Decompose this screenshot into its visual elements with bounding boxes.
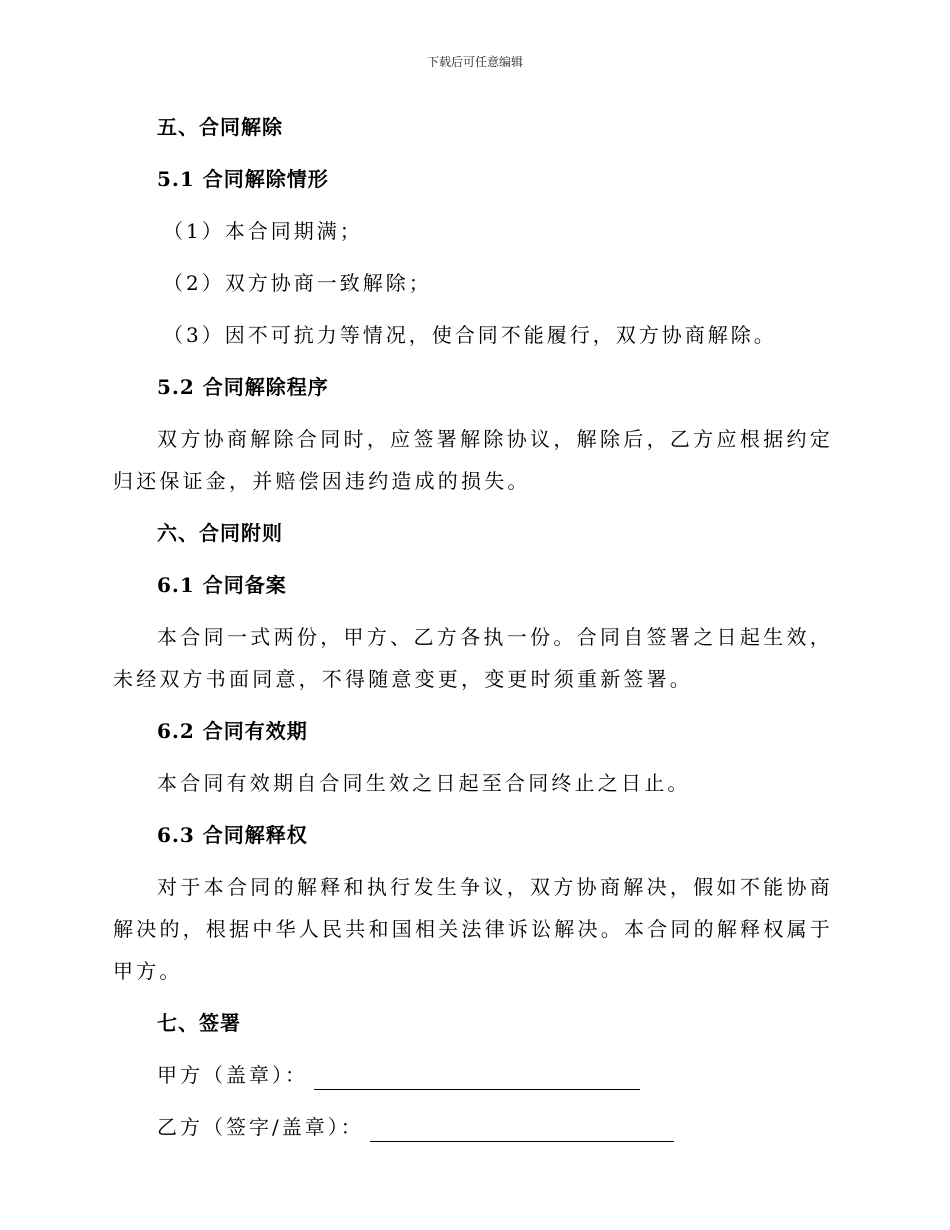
section-6-1-title: 6.1 合同备案 [157,573,287,597]
section-6-2-paragraph: 本合同有效期自合同生效之日起至合同终止之日止。 [157,771,691,795]
section-5-1-item-1: （1）本合同期满； [163,219,363,243]
party-a-signature-field[interactable] [314,1065,640,1090]
section-6-2-title: 6.2 合同有效期 [157,719,308,743]
party-a-signature-row [113,1060,833,1090]
section-5-title: 五、合同解除 [157,115,283,139]
section-6-3-paragraph: 对于本合同的解释和执行发生争议，双方协商解决，假如不能协商解决的，根据中华人民共和国相关法律诉讼解决。本合同的解释权属于甲方。 [113,875,833,983]
section-7-title: 七、签署 [157,1011,241,1035]
section-5-2-paragraph: 双方协商解除合同时，应签署解除协议，解除后，乙方应根据约定归还保证金，并赔偿因违约造成的损失。 [113,427,833,493]
party-b-signature-row [113,1112,833,1142]
page-header: 下载后可任意编辑 [426,55,523,69]
party-a-label: 甲方（盖章）： [157,1063,308,1087]
document-body [113,112,833,1164]
section-5-1-item-2: （2）双方协商一致解除； [163,271,432,295]
section-5-1-item-3: （3）因不可抗力等情况，使合同不能履行，双方协商解除。 [163,323,777,347]
party-b-label: 乙方（签字/盖章）： [157,1115,364,1139]
party-b-signature-field[interactable] [370,1117,674,1142]
section-5-2-title: 5.2 合同解除程序 [157,375,329,399]
section-6-3-title: 6.3 合同解释权 [157,823,308,847]
section-5-1-title: 5.1 合同解除情形 [157,167,329,191]
section-6-title: 六、合同附则 [157,521,283,545]
section-6-1-paragraph: 本合同一式两份，甲方、乙方各执一份。合同自签署之日起生效，未经双方书面同意，不得随意变更，变更时须重新签署。 [113,625,833,691]
